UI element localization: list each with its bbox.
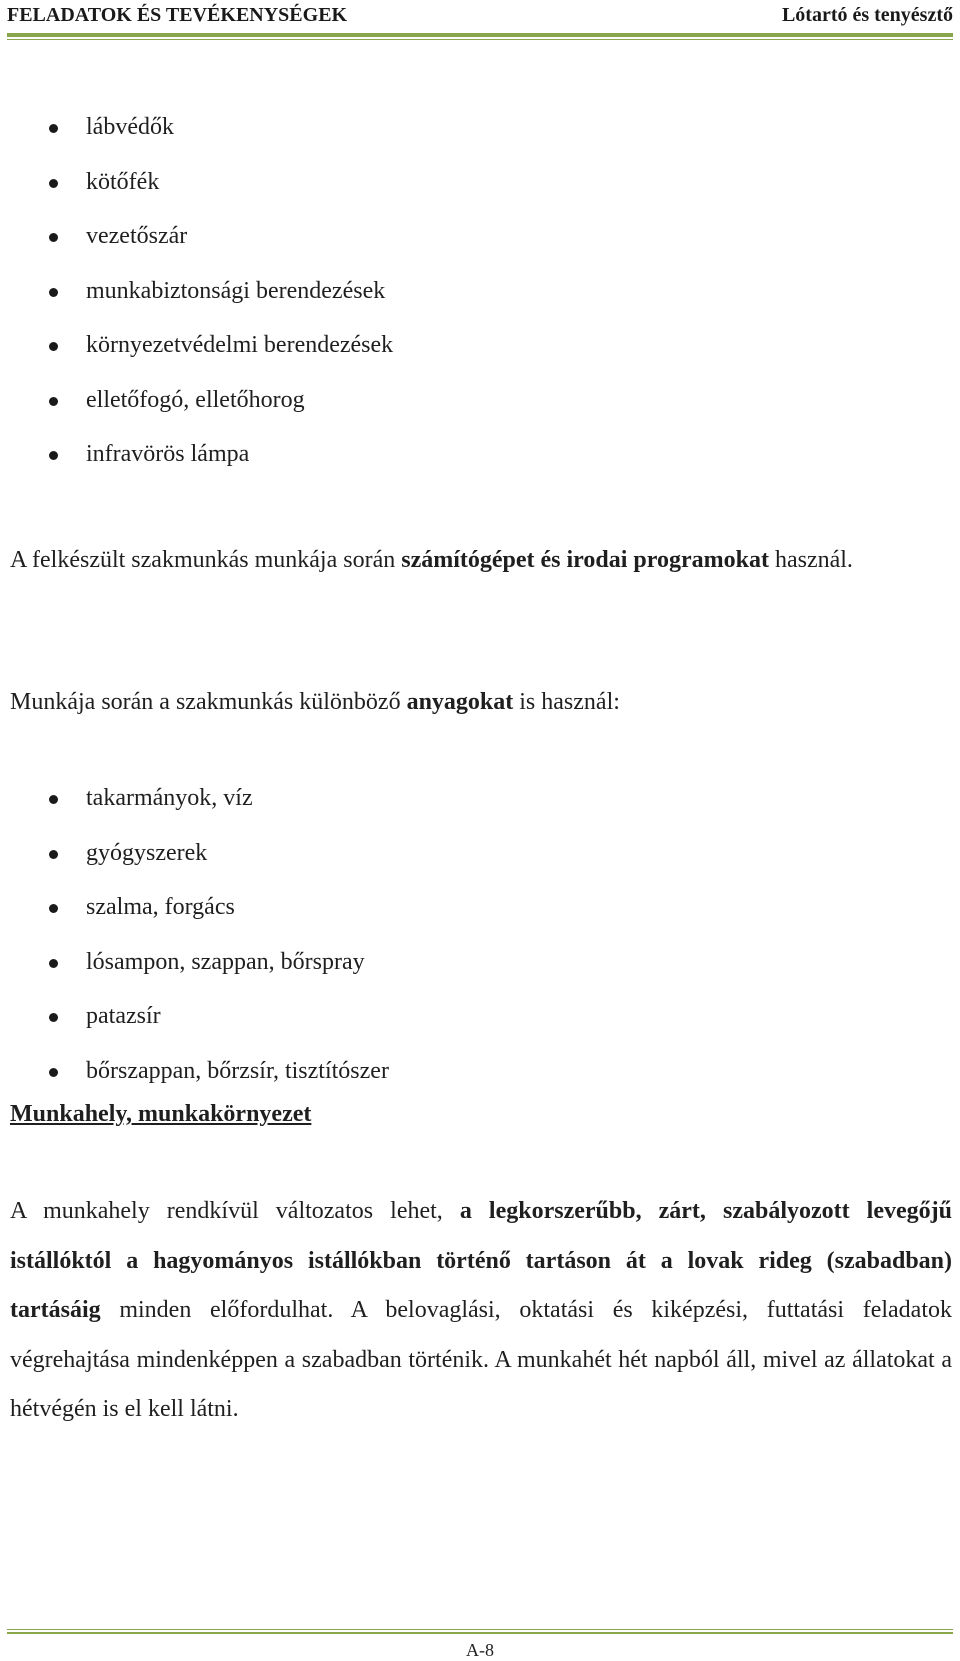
header-document-title: Lótartó és tenyésztő xyxy=(781,4,953,26)
header-section-title: FELADATOK ÉS TEVÉKENYSÉGEK xyxy=(7,4,348,26)
paragraph-text: A felkészült szakmunkás munkája során xyxy=(10,547,402,573)
header-rule xyxy=(7,33,953,37)
list-item: kötőfék xyxy=(0,155,393,210)
list-item: takarmányok, víz xyxy=(0,771,389,826)
materials-list xyxy=(0,771,389,1098)
paragraph-text: használ. xyxy=(768,547,853,573)
paragraph-bold-text: a legkorszerűbb, zárt, szabályozott levegőjű istállóktól a hagyományos istállókban történő tartáson át a lovak rideg (szabadban) tartásáig xyxy=(10,1198,952,1323)
paragraph-workplace xyxy=(10,1187,952,1435)
paragraph-text: A munkahely rendkívül változatos lehet, xyxy=(10,1198,460,1224)
paragraph-bold-text: anyagokat xyxy=(406,689,514,715)
paragraph-text: minden előfordulhat. A belovaglási, oktatási és kiképzési, futtatási feladatok végrehajtása mindenképpen a szabadban történik. A munkahét hét napból áll, mivel az állatokat a hétvégén is el kell látni. xyxy=(10,1297,952,1422)
paragraph-text: Munkája során a szakmunkás különböző xyxy=(10,689,407,715)
list-item: szalma, forgács xyxy=(0,880,389,935)
list-item: lósampon, szappan, bőrspray xyxy=(0,935,389,990)
footer-rule xyxy=(7,1632,953,1634)
header-rule-thin xyxy=(7,39,953,40)
page-header xyxy=(7,0,953,30)
footer-rule-thin xyxy=(7,1629,953,1630)
list-item: infravörös lámpa xyxy=(0,427,393,482)
paragraph-computer-use xyxy=(10,535,952,585)
list-item: bőrszappan, bőrzsír, tisztítószer xyxy=(0,1044,389,1099)
list-item: munkabiztonsági berendezések xyxy=(0,264,393,319)
list-item: gyógyszerek xyxy=(0,826,389,881)
page-number: A-8 xyxy=(466,1640,494,1660)
list-item: patazsír xyxy=(0,989,389,1044)
section-heading: Munkahely, munkakörnyezet xyxy=(10,1101,312,1127)
paragraph-materials xyxy=(10,686,952,718)
equipment-list xyxy=(0,100,393,482)
list-item: lábvédők xyxy=(0,100,393,155)
list-item: elletőfogó, elletőhorog xyxy=(0,373,393,428)
list-item: környezetvédelmi berendezések xyxy=(0,318,393,373)
list-item: vezetőszár xyxy=(0,209,393,264)
paragraph-bold-text: számítógépet és irodai programokat xyxy=(401,547,769,573)
paragraph-text: is használ: xyxy=(513,689,620,715)
